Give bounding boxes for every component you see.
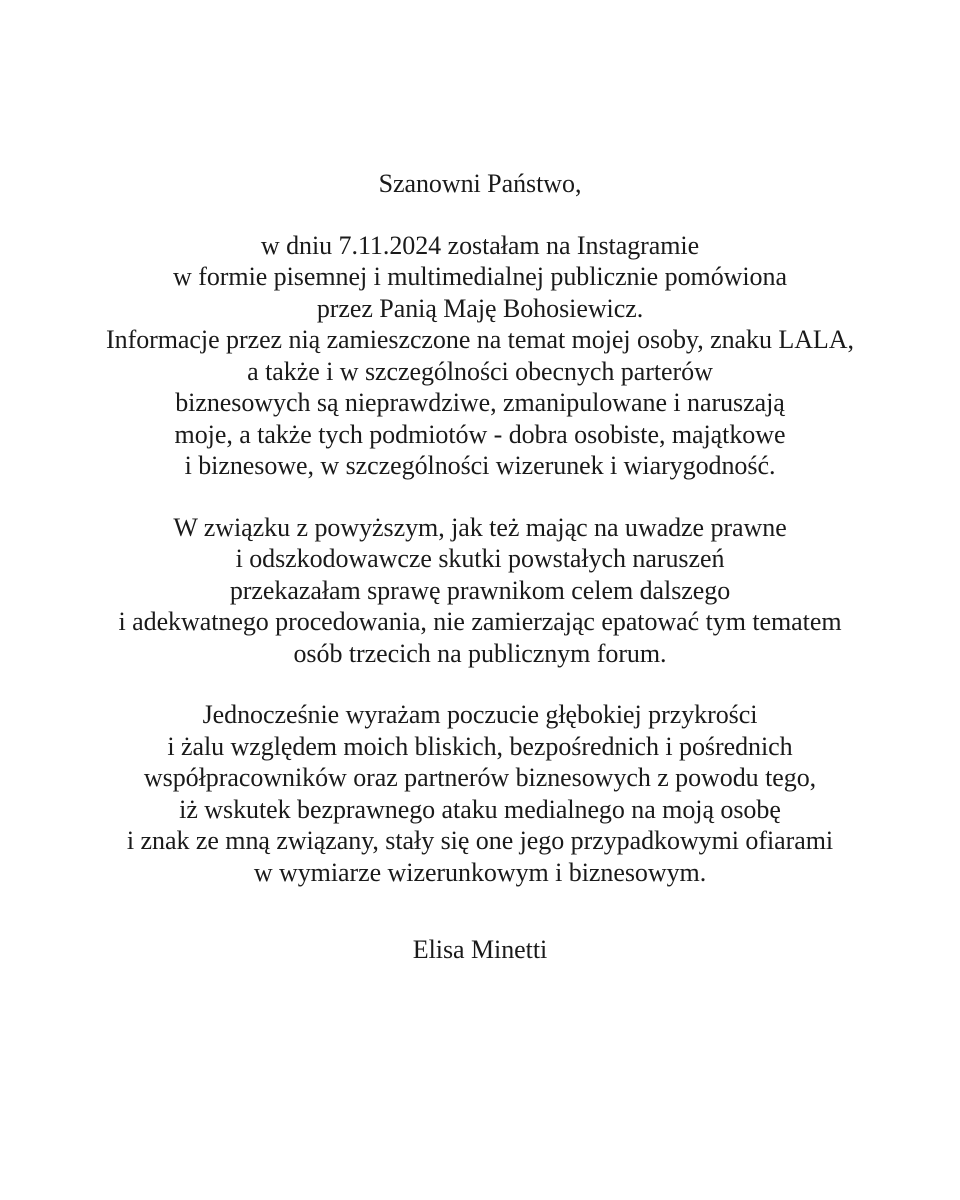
paragraph-consequences — [50, 512, 910, 670]
paragraph-line: w wymiarze wizerunkowym i biznesowym. — [253, 857, 707, 887]
paragraph-line: i biznesowe, w szczególności wizerunek i wiarygodność. — [184, 451, 776, 480]
paragraph-regret — [50, 699, 910, 888]
paragraph-line: osób trzecich na publicznym forum. — [293, 638, 667, 668]
paragraph-line: i adekwatnego procedowania, nie zamierzając epatować tym tematem — [118, 607, 842, 636]
paragraph-line: przez Panią Maję Bohosiewicz. — [316, 293, 644, 323]
paragraph-line: Informacje przez nią zamieszczone na temat mojej osoby, znaku LALA, — [106, 325, 854, 354]
signature-block — [50, 934, 910, 966]
paragraph-line: Jednocześnie wyrażam poczucie głębokiej przykrości — [202, 700, 758, 729]
signature-name: Elisa Minetti — [412, 935, 548, 964]
paragraph-line: i znak ze mną związany, stały się one jego przypadkowymi ofiarami — [126, 826, 834, 855]
paragraph-line: a także i w szczególności obecnych parterów — [247, 356, 713, 386]
greeting-line: Szanowni Państwo, — [378, 169, 582, 198]
paragraph-line: współpracowników oraz partnerów biznesowych z powodu tego, — [143, 763, 817, 792]
paragraph-line: iż wskutek bezprawnego ataku medialnego na moją osobę — [179, 794, 781, 824]
paragraph-line: w formie pisemnej i multimedialnej publicznie pomówiona — [173, 262, 787, 291]
paragraph-line: przekazałam sprawę prawnikom celem dalszego — [229, 575, 731, 605]
paragraph-line: biznesowych są nieprawdziwe, zmanipulowane i naruszają — [175, 388, 785, 417]
paragraph-intro — [50, 230, 910, 482]
paragraph-line: moje, a także tych podmiotów - dobra osobiste, majątkowe — [174, 419, 786, 449]
paragraph-line: w dniu 7.11.2024 zostałam na Instagramie — [260, 230, 700, 260]
statement-text-body — [50, 168, 910, 966]
greeting-paragraph — [50, 168, 910, 200]
paragraph-line: i żalu względem moich bliskich, bezpośrednich i pośrednich — [167, 731, 793, 761]
paragraph-line: i odszkodowawcze skutki powstałych naruszeń — [235, 544, 725, 573]
paragraph-line: W związku z powyższym, jak też mając na uwadze prawne — [173, 512, 787, 542]
